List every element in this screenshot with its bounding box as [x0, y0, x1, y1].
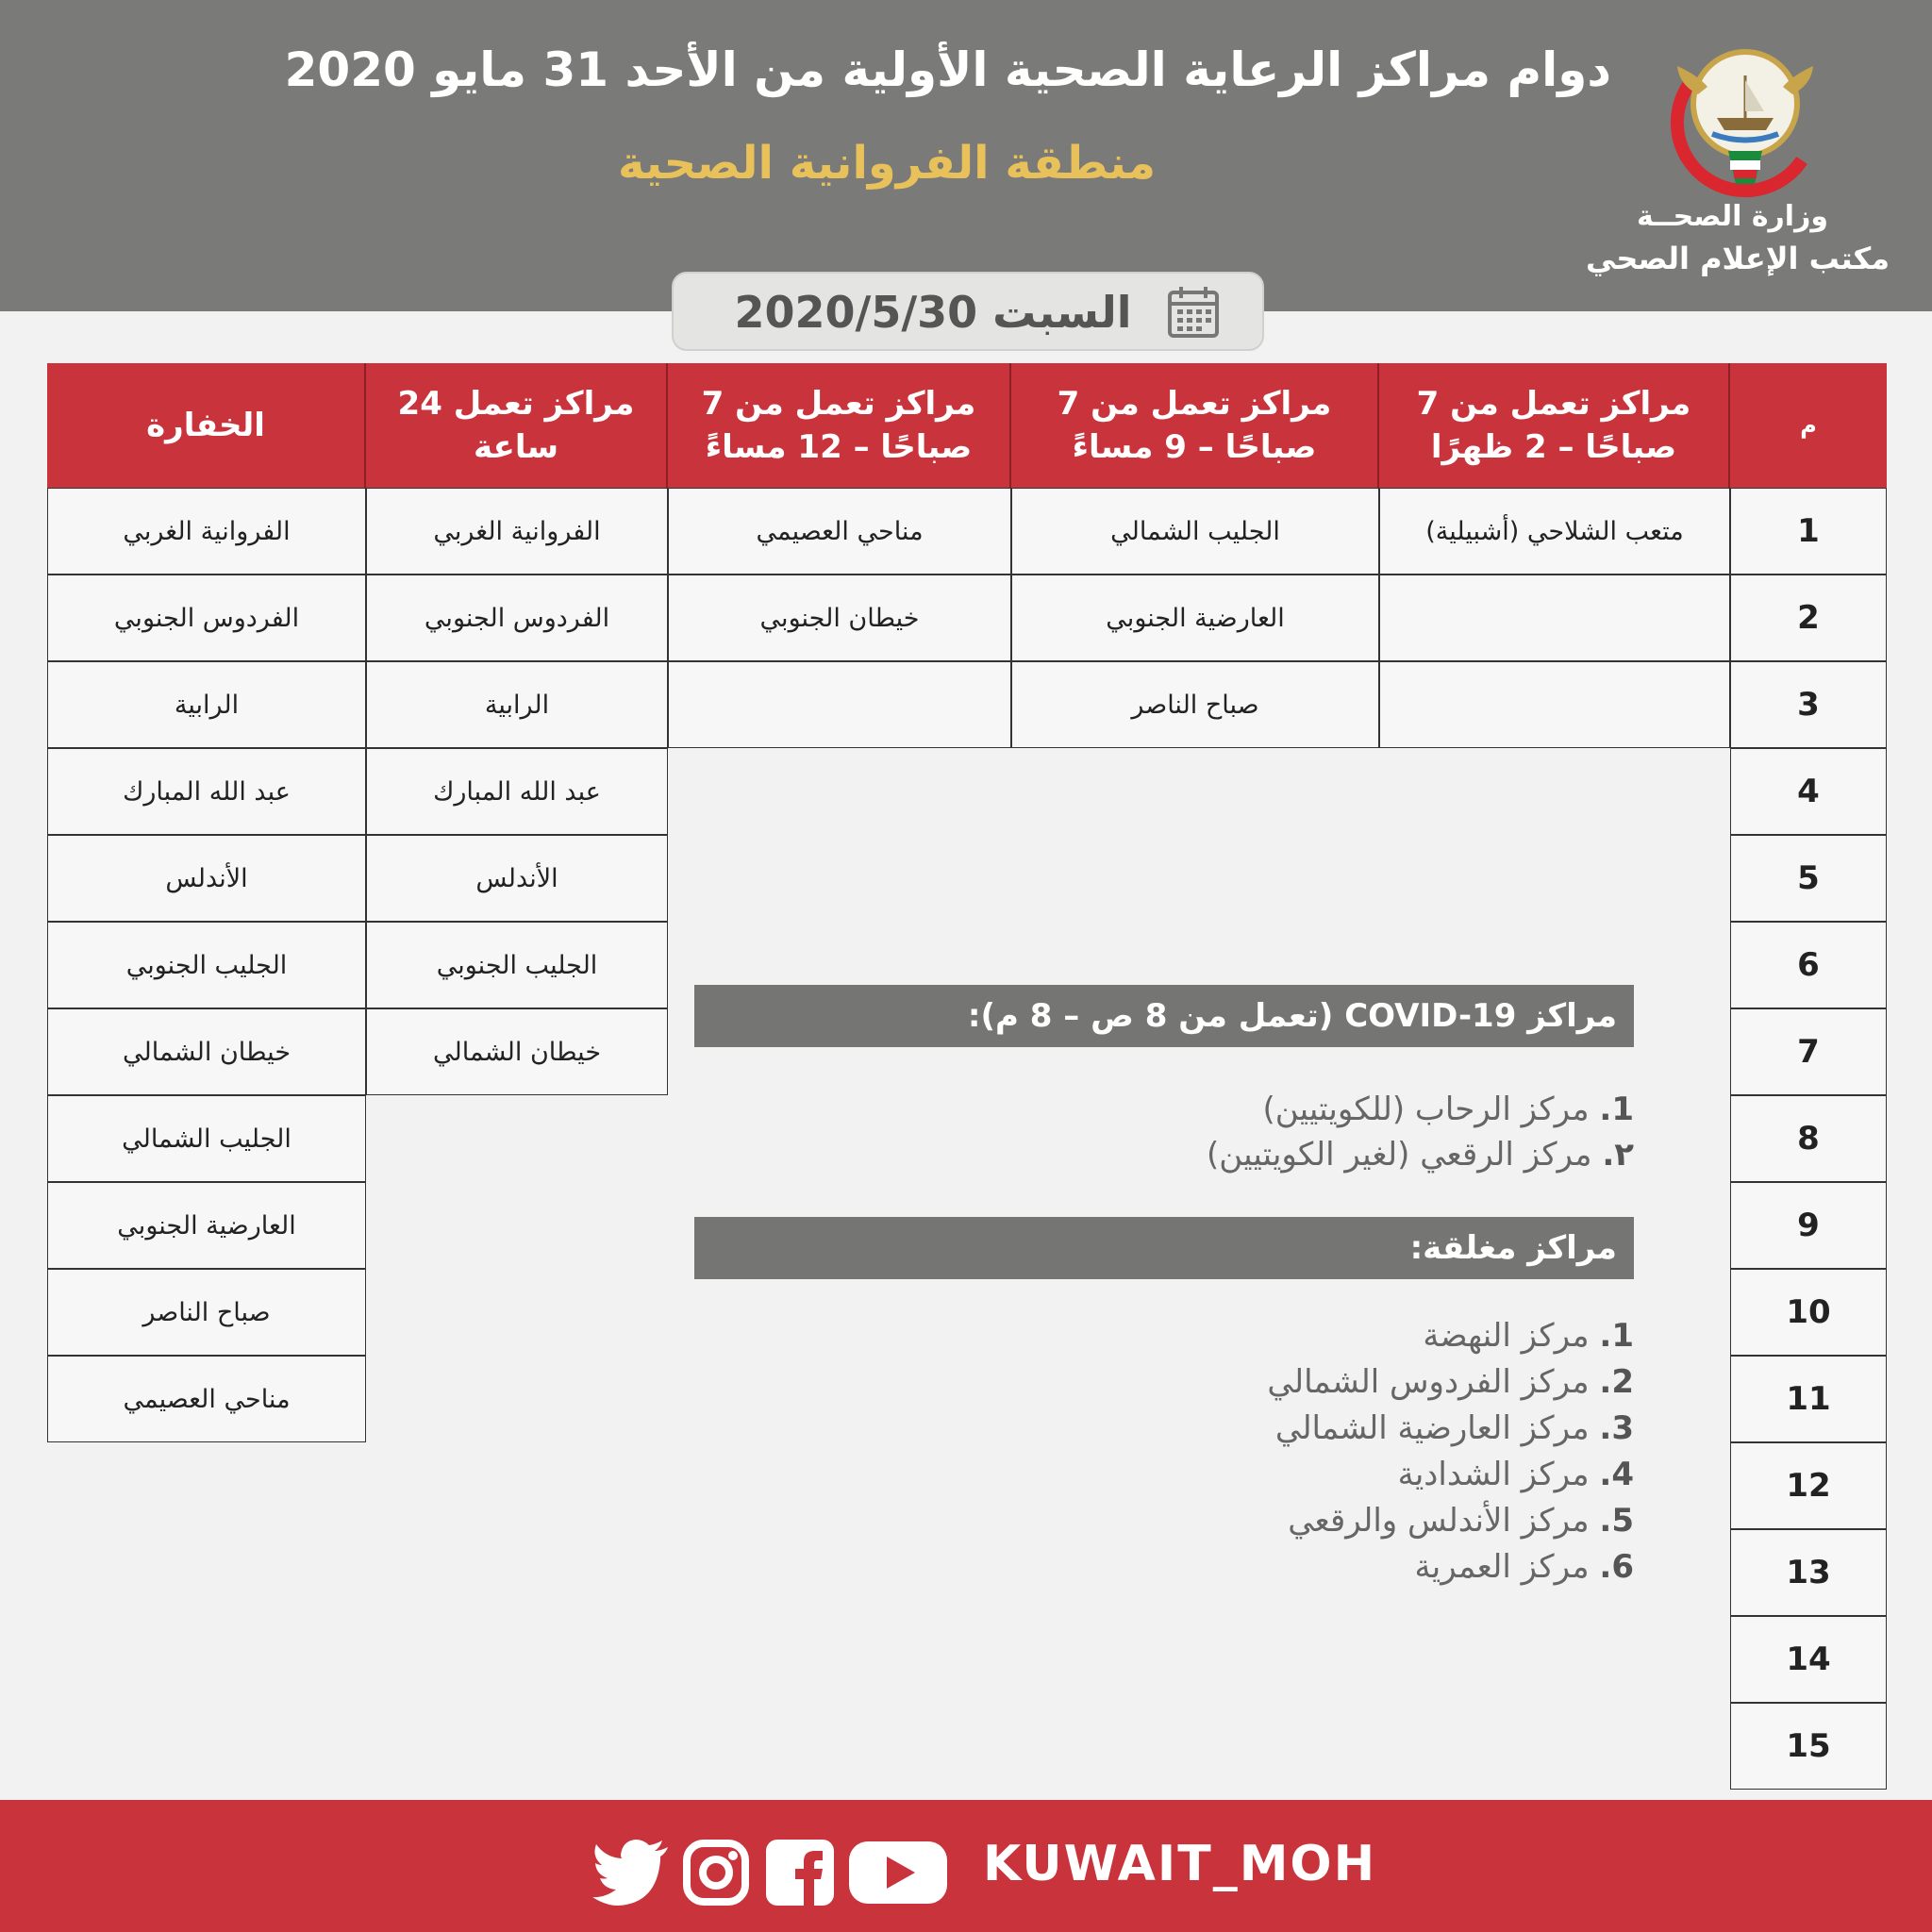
row-number-cell: 13 — [1730, 1529, 1887, 1616]
table-cell: الرابية — [47, 661, 366, 748]
table-cell: عبد الله المبارك — [47, 748, 366, 835]
table-header — [47, 363, 1887, 488]
col-header-duty: الخفارة — [47, 363, 366, 488]
row-number-cell: 11 — [1730, 1356, 1887, 1442]
row-number-cell: 1 — [1730, 488, 1887, 575]
table-cell — [668, 661, 1011, 748]
row-number-cell: 15 — [1730, 1703, 1887, 1790]
calendar-icon — [1166, 285, 1221, 340]
table-cell: مناحي العصيمي — [47, 1356, 366, 1442]
col-header-7am-9pm: مراكز تعمل من 7 صباحًا – 9 مساءً — [1011, 363, 1379, 488]
table-cell — [1379, 661, 1730, 748]
region-subtitle: منطقة الفروانية الصحية — [617, 137, 1157, 190]
row-number-cell: 3 — [1730, 661, 1887, 748]
col-header-number: م — [1800, 412, 1817, 439]
date-pill — [672, 272, 1264, 351]
kuwait-emblem-icon — [1660, 28, 1830, 198]
closed-list-item: 5. مركز الأندلس والرقعي — [1288, 1502, 1634, 1540]
col-header-24h: مراكز تعمل 24 ساعة — [366, 363, 668, 488]
table-cell: عبد الله المبارك — [366, 748, 668, 835]
table-cell: العارضية الجنوبي — [1011, 575, 1379, 661]
header-banner — [0, 0, 1932, 311]
footer-bar — [0, 1800, 1932, 1932]
closed-list-item: 4. مركز الشدادية — [1397, 1456, 1634, 1493]
row-number-cell: 10 — [1730, 1269, 1887, 1356]
table-cell: الرابية — [366, 661, 668, 748]
table-cell: متعب الشلاحي (أشبيلية) — [1379, 488, 1730, 575]
table-cell: الأندلس — [47, 835, 366, 922]
youtube-icon[interactable] — [849, 1840, 947, 1906]
table-cell: خيطان الشمالي — [47, 1008, 366, 1095]
facebook-icon[interactable] — [766, 1840, 834, 1906]
table-cell: خيطان الشمالي — [366, 1008, 668, 1095]
row-number-cell: 12 — [1730, 1442, 1887, 1529]
page-title: دوام مراكز الرعاية الصحية الأولية من الأحد 31 مايو 2020 — [284, 42, 1611, 97]
date-label: السبت 2020/5/30 — [734, 287, 1132, 338]
row-number-cell: 6 — [1730, 922, 1887, 1008]
closed-list-item: 6. مركز العمرية — [1414, 1548, 1634, 1586]
table-cell: خيطان الجنوبي — [668, 575, 1011, 661]
row-number-cell: 7 — [1730, 1008, 1887, 1095]
table-cell: الفردوس الجنوبي — [366, 575, 668, 661]
closed-list-item: 2. مركز الفردوس الشمالي — [1267, 1363, 1634, 1401]
table-cell: الفروانية الغربي — [366, 488, 668, 575]
table-cell: الأندلس — [366, 835, 668, 922]
col-header-7am-12am: مراكز تعمل من 7 صباحًا – 12 مساءً — [668, 363, 1011, 488]
covid-list-item: 1. مركز الرحاب (للكويتيين) — [1262, 1091, 1634, 1128]
covid-centers-heading: مراكز COVID-19 (تعمل من 8 ص – 8 م): — [694, 985, 1634, 1047]
table-cell: الجليب الشمالي — [1011, 488, 1379, 575]
table-cell: الجليب الجنوبي — [366, 922, 668, 1008]
table-cell: الفروانية الغربي — [47, 488, 366, 575]
table-cell: الجليب الجنوبي — [47, 922, 366, 1008]
table-cell — [1379, 575, 1730, 661]
table-cell: صباح الناصر — [47, 1269, 366, 1356]
col-header-7am-2pm: مراكز تعمل من 7 صباحًا – 2 ظهرًا — [1379, 363, 1730, 488]
table-cell: الفردوس الجنوبي — [47, 575, 366, 661]
instagram-icon[interactable] — [683, 1840, 749, 1906]
row-number-cell: 4 — [1730, 748, 1887, 835]
closed-list-item: 3. مركز العارضية الشمالي — [1274, 1409, 1634, 1447]
row-number-cell: 8 — [1730, 1095, 1887, 1182]
row-number-cell: 14 — [1730, 1616, 1887, 1703]
social-handle[interactable]: KUWAIT_MOH — [983, 1836, 1377, 1892]
twitter-icon[interactable] — [592, 1840, 670, 1906]
ministry-name: وزارة الصحــة — [1636, 200, 1828, 233]
row-number-cell: 2 — [1730, 575, 1887, 661]
table-cell: الجليب الشمالي — [47, 1095, 366, 1182]
closed-centers-heading: مراكز مغلقة: — [694, 1217, 1634, 1279]
closed-list-item: 1. مركز النهضة — [1423, 1317, 1634, 1355]
table-cell: صباح الناصر — [1011, 661, 1379, 748]
row-number-cell: 5 — [1730, 835, 1887, 922]
row-number-cell: 9 — [1730, 1182, 1887, 1269]
covid-list-item: ٢. مركز الرقعي (لغير الكويتيين) — [1207, 1136, 1634, 1174]
office-name: مكتب الإعلام الصحي — [1586, 241, 1890, 276]
table-cell: مناحي العصيمي — [668, 488, 1011, 575]
table-cell: العارضية الجنوبي — [47, 1182, 366, 1269]
